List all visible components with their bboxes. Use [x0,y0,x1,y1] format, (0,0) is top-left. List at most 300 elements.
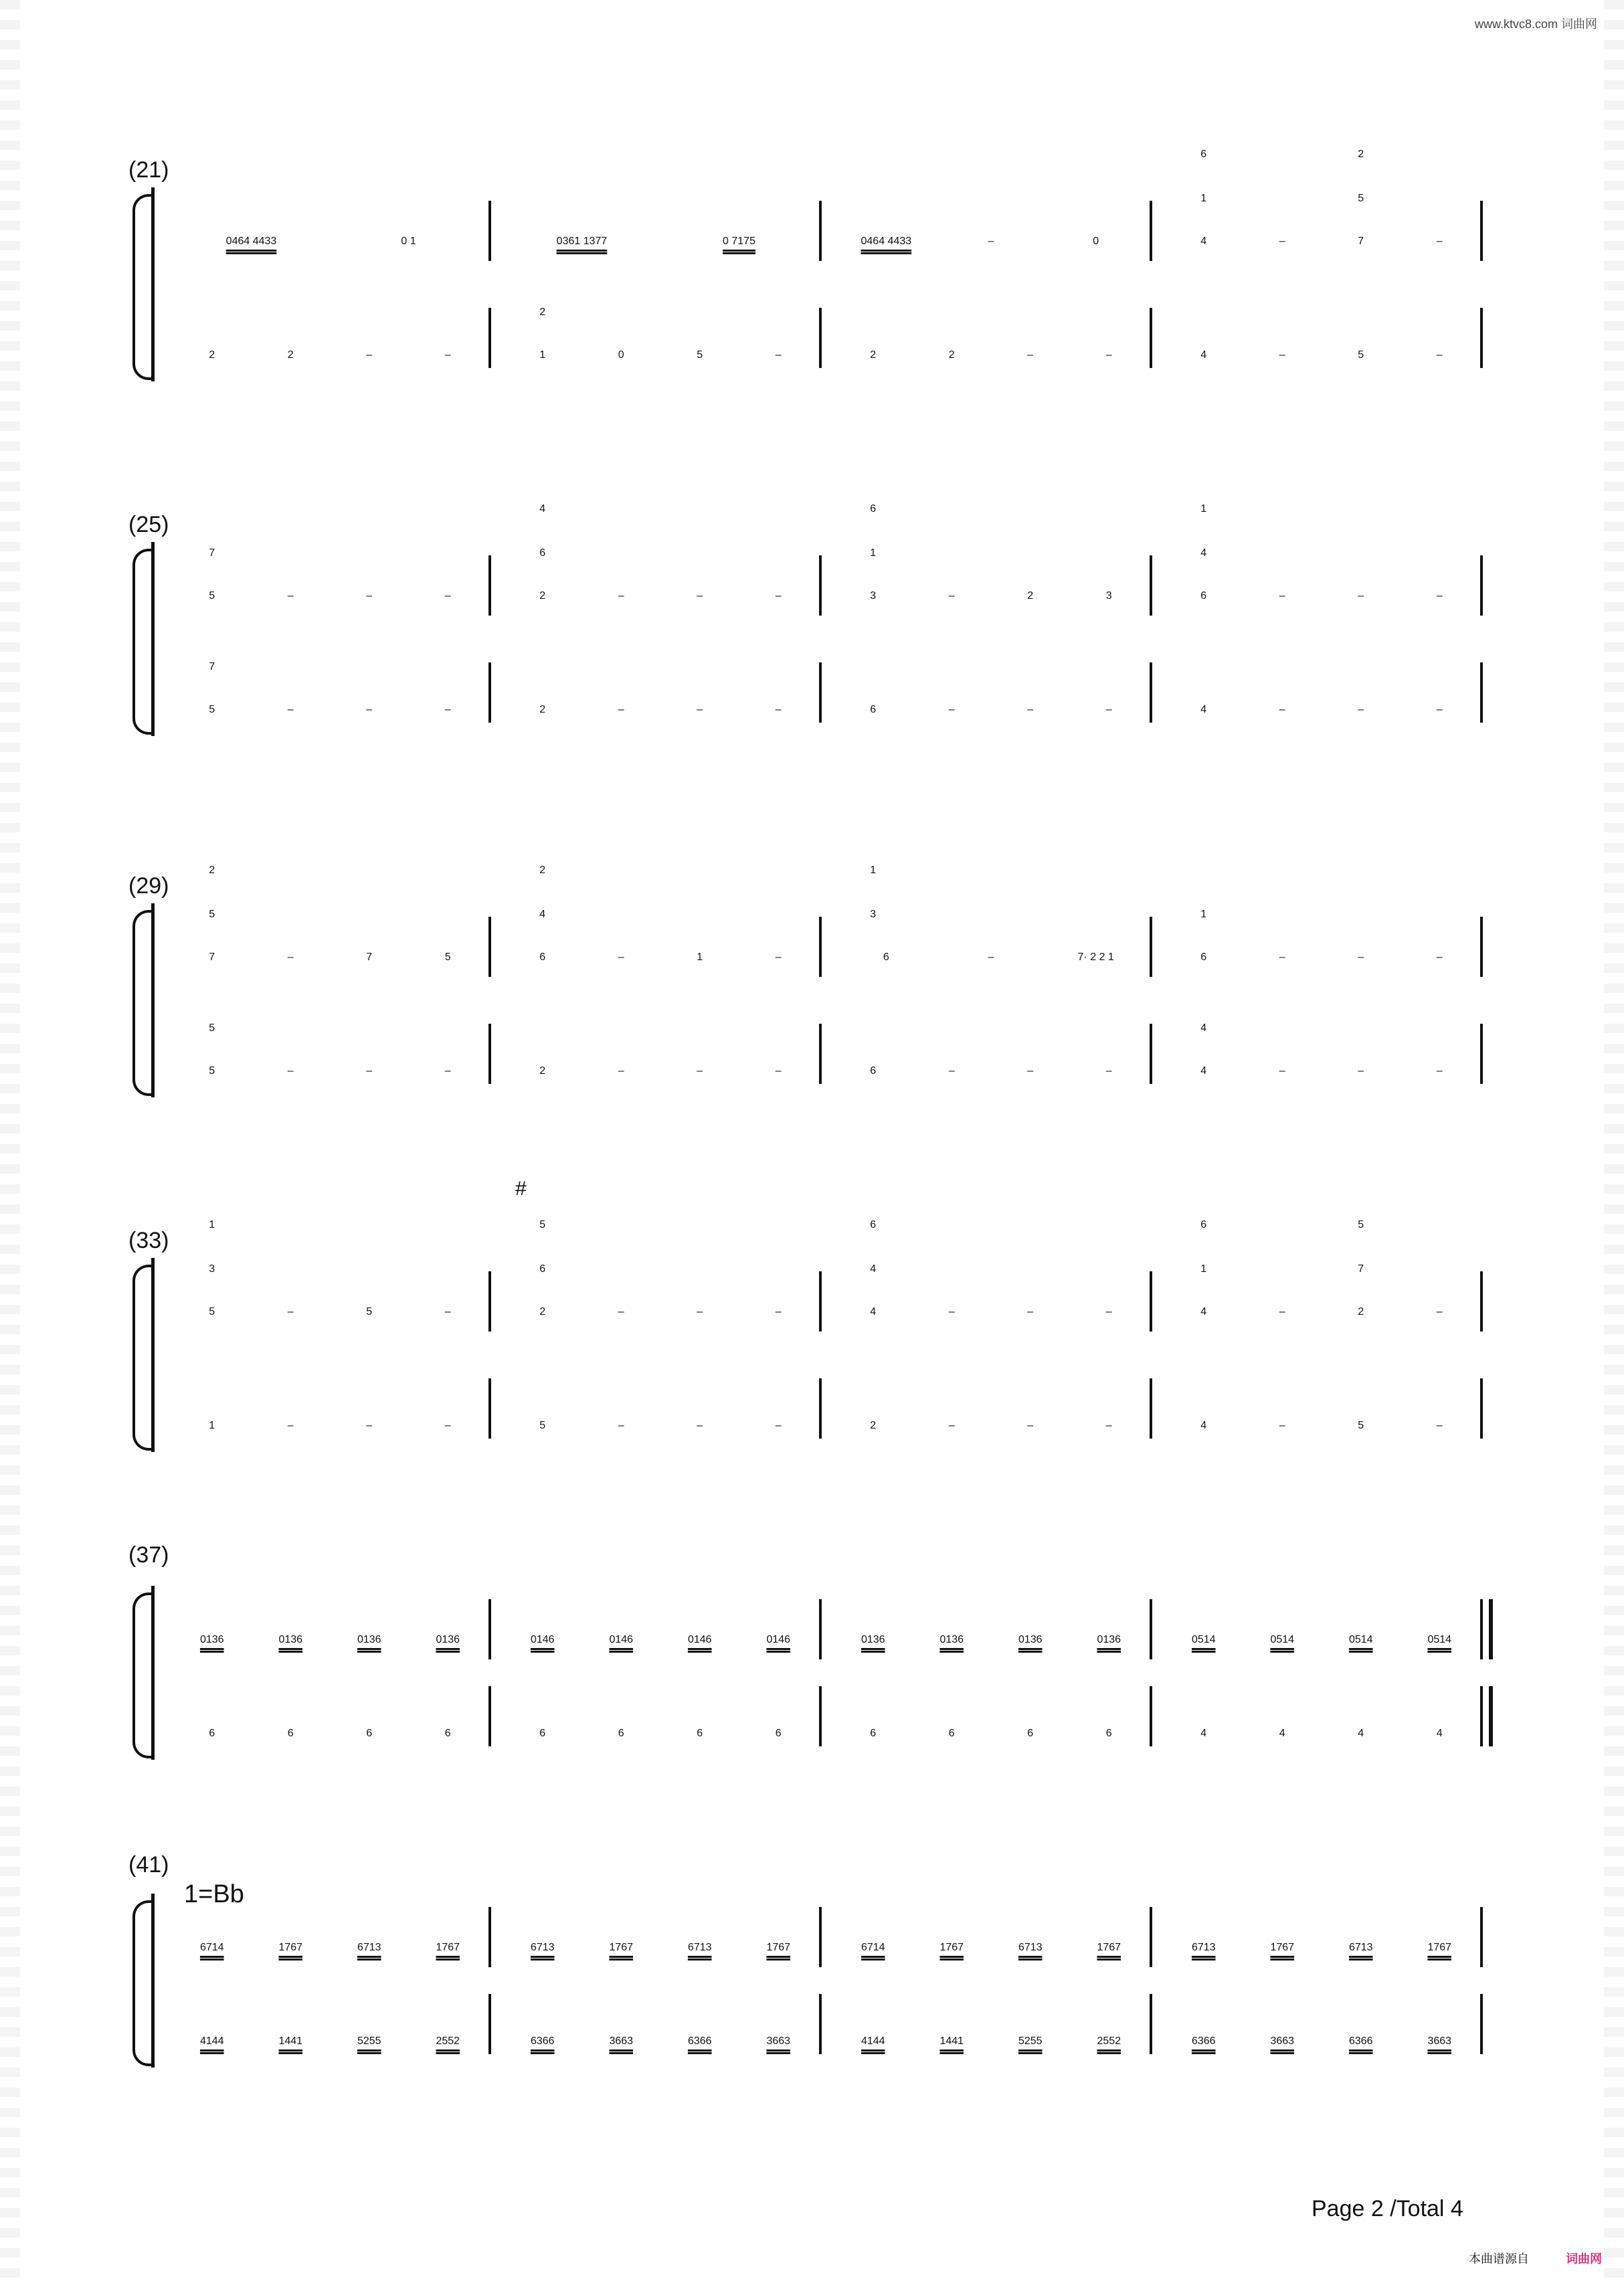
staff-system [0,1532,1624,1827]
chord-digit: 5 [1358,1219,1364,1230]
lower-note [913,274,992,381]
note-digit: 1767 [1427,1942,1452,1953]
note-digit: 0136 [436,1634,460,1645]
note-digit: – [1358,1065,1364,1077]
barline [819,1686,822,1746]
note-digit: 4 [870,1306,877,1317]
lower-note [1070,1653,1149,1760]
note-digit: 6 [539,951,546,963]
note-digit: 2 [1027,590,1034,602]
note-digit: – [1279,349,1285,361]
note-digit: 4 [1200,349,1207,361]
lower-note [1401,1345,1479,1452]
note-digit: – [287,1306,294,1317]
note-digit: – [988,951,994,963]
barline [1480,662,1483,723]
barline [1480,1271,1483,1332]
barline [819,1599,822,1659]
note-digit: 0146 [687,1634,712,1645]
lower-note [503,1345,582,1452]
upper-note [1401,1867,1479,1974]
note-digit: 7 [209,951,215,963]
note-digit: – [948,1065,955,1077]
note-digit: 2 [870,1420,877,1431]
lower-note [503,1653,582,1760]
lower-note [1401,274,1479,381]
lower-note [1070,990,1149,1097]
grand-staff-brace [132,1592,151,1758]
lower-note [1401,1960,1479,2068]
note-digit: – [1436,1065,1443,1077]
chord-note [834,836,913,877]
note-digit: – [775,349,782,361]
note-digit: 5 [209,1306,215,1317]
lower-note [834,629,913,736]
note-digit: – [775,951,782,963]
upper-note [660,515,739,622]
chord-digit: 4 [1200,1022,1207,1034]
note-digit: 2 [1358,1306,1364,1317]
note-digit: 0136 [1018,1634,1043,1645]
upper-note [252,877,331,984]
lower-note [1164,1345,1243,1452]
lower-note [660,1653,739,1760]
upper-note [173,1867,252,1974]
note-digit: – [1436,1306,1443,1317]
lower-note [1243,990,1322,1097]
chord-note [1322,165,1401,205]
note-digit: 6 [366,1728,373,1739]
note-digit: 0136 [357,1634,381,1645]
sharp-sign: # [515,1178,527,1200]
note-digit: 1767 [766,1942,791,1953]
upper-note [660,1559,739,1666]
chord-note [503,475,582,515]
note-digit: 3 [1105,590,1112,602]
lower-note [660,1960,739,2068]
note-digit: – [366,1065,373,1077]
note-digit: – [1279,1065,1285,1077]
note-digit: – [1027,349,1034,361]
upper-note [330,161,487,268]
note-digit: – [697,1420,703,1431]
chord-note [173,881,252,921]
note-digit: 2 [539,590,546,602]
note-digit: – [1027,704,1034,715]
note-digit: 0146 [530,1634,555,1645]
chord-note [1322,1191,1401,1231]
site-stamp: 词曲网 [1566,2252,1602,2266]
chord-digit: 1 [870,547,877,559]
note-digit: – [1105,1306,1112,1317]
grand-staff-brace [132,1900,151,2066]
note-digit: 6713 [357,1942,381,1953]
note-digit: 0 [1093,236,1099,247]
note-digit: 5 [697,349,703,361]
chord-note [503,1235,582,1275]
note-digit: 6 [209,1728,215,1739]
note-digit: – [1279,236,1285,247]
barline [488,1994,491,2054]
upper-note [660,877,739,984]
lower-note [582,990,661,1097]
chord-note [1164,1235,1243,1275]
note-digit: 1 [539,349,546,361]
upper-note [409,1867,488,1974]
chord-digit: 1 [1200,909,1207,920]
note-digit: – [1436,1420,1443,1431]
lower-note [1243,629,1322,736]
lower-note [913,1960,992,2068]
measure-number: (33) [128,1228,169,1253]
note-digit: 4 [1436,1728,1443,1739]
lower-note [582,274,661,381]
note-digit: 1767 [1270,1942,1295,1953]
note-digit: 0136 [199,1634,224,1645]
note-digit: 1441 [939,2035,964,2047]
barline [1480,1024,1483,1084]
note-digit: – [697,704,703,715]
grand-staff-brace [132,194,151,380]
lower-note [1070,629,1149,736]
lower-note [1243,1960,1322,2068]
lower-note [582,629,661,736]
barline [1150,1686,1152,1746]
note-digit: – [444,704,451,715]
note-digit: – [1027,1306,1034,1317]
note-digit: 1 [697,951,703,963]
note-digit: – [444,1420,451,1431]
chord-digit: 4 [1200,547,1207,559]
lower-note [330,1345,409,1452]
note-digit: 7· 2 2 1 [1077,951,1114,963]
note-digit: 6 [870,704,877,715]
note-digit: 0 1 [401,236,416,247]
note-digit: 0514 [1191,1634,1216,1645]
chord-digit: 3 [870,909,877,920]
chord-digit: 4 [539,909,546,920]
upper-note [1401,1231,1479,1338]
chord-digit: 6 [539,547,546,559]
upper-note [739,1231,818,1338]
note-digit: – [1358,951,1364,963]
lower-note [660,1345,739,1452]
barline [1480,555,1483,616]
note-digit: 6 [618,1728,624,1739]
note-digit: – [775,1065,782,1077]
note-digit: – [618,951,624,963]
lower-note [739,1960,818,2068]
system-start-barline [151,1894,155,2068]
note-digit: – [1436,704,1443,715]
lower-note [330,1960,409,2068]
upper-note [739,1559,818,1666]
note-digit: 6713 [1018,1942,1043,1953]
upper-note [739,877,818,984]
note-digit: – [366,704,373,715]
lower-note [252,990,331,1097]
barline [488,308,491,368]
note-digit: – [618,1065,624,1077]
chord-digit: 7 [1358,1263,1364,1275]
lower-note [991,629,1070,736]
note-digit: – [1105,1065,1112,1077]
upper-note [1401,1559,1479,1666]
note-digit: 6 [870,1065,877,1077]
note-digit: 6713 [1191,1942,1216,1953]
note-digit: 6 [1200,951,1207,963]
lower-note [252,1960,331,2068]
barline [488,662,491,723]
upper-note [660,161,818,268]
upper-note [1043,161,1148,268]
lower-note [173,1653,252,1760]
lower-note [834,274,913,381]
note-digit: 6713 [530,1942,555,1953]
note-digit: 1767 [1097,1942,1121,1953]
site-mark: www.ktvc8.com 词曲网 [1474,17,1597,31]
upper-note [939,161,1044,268]
upper-note [503,161,660,268]
chord-note [503,836,582,877]
note-digit: – [1105,1420,1112,1431]
barline [1150,1271,1152,1332]
chord-note [834,1191,913,1231]
note-digit: 2 [948,349,955,361]
upper-note [252,1867,331,1974]
upper-note [991,1231,1070,1338]
note-digit: – [366,349,373,361]
upper-note [330,515,409,622]
lower-note [252,1345,331,1452]
note-digit: 2 [539,1065,546,1077]
note-digit: 7 [366,951,373,963]
upper-note [1243,161,1322,268]
upper-note [1401,515,1479,622]
chord-note [834,475,913,515]
note-digit: 6 [1027,1728,1034,1739]
note-digit: 6 [775,1728,782,1739]
chord-digit: 2 [539,864,546,876]
upper-note [330,1559,409,1666]
note-digit: – [1358,590,1364,602]
note-digit: 6366 [687,2035,712,2047]
note-digit: 6713 [1348,1942,1373,1953]
note-digit: 6366 [530,2035,555,2047]
note-digit: 6714 [861,1942,885,1953]
lower-note [739,274,818,381]
chord-note [834,881,913,921]
upper-note [330,877,409,984]
note-digit: 2552 [436,2035,460,2047]
lower-note [1401,629,1479,736]
note-digit: 7 [1358,236,1364,247]
note-digit: 6713 [687,1942,712,1953]
chord-note [173,1235,252,1275]
measure-number: (21) [128,157,169,183]
note-digit: – [1105,704,1112,715]
staff-system [0,502,1624,796]
barline [819,308,822,368]
lower-note [1243,274,1322,381]
upper-note [173,1559,252,1666]
lower-note [1164,1653,1243,1760]
lower-note [330,1653,409,1760]
note-digit: 4 [1200,1420,1207,1431]
upper-note [1322,515,1401,622]
lower-note [834,1653,913,1760]
barline [488,1271,491,1332]
barline [1150,1599,1152,1659]
note-digit: – [775,704,782,715]
note-digit: 6366 [1348,2035,1373,2047]
note-digit: 0136 [1097,1634,1121,1645]
upper-note [739,515,818,622]
upper-note [1322,1559,1401,1666]
barline [1480,1378,1483,1439]
note-digit: – [366,590,373,602]
lower-note [834,1345,913,1452]
upper-note [252,1559,331,1666]
lower-note [660,274,739,381]
note-digit: 6 [444,1728,451,1739]
barline [488,555,491,616]
note-digit: – [775,1306,782,1317]
upper-note [913,1231,992,1338]
note-digit: – [366,1420,373,1431]
note-digit: 2 [539,1306,546,1317]
barline [1480,308,1483,368]
barline [488,1599,491,1659]
barline [1480,1907,1483,1967]
note-digit: – [775,590,782,602]
note-digit: – [697,1306,703,1317]
note-digit: 3663 [766,2035,791,2047]
staff-system [0,1178,1624,1512]
lower-note [1322,990,1401,1097]
lower-note [739,990,818,1097]
upper-note [409,1559,488,1666]
chord-note [503,278,582,318]
staff-system [0,147,1624,442]
upper-note [503,1559,582,1666]
note-digit: – [1279,951,1285,963]
note-digit: 2 [209,349,215,361]
system-start-barline [151,1586,155,1760]
note-digit: 0146 [766,1634,791,1645]
upper-note [939,877,1044,984]
barline [1480,201,1483,261]
note-digit: – [287,590,294,602]
note-digit: 1767 [278,1942,303,1953]
note-digit: 6 [870,1728,877,1739]
lower-note [409,990,488,1097]
lower-note [913,990,992,1097]
note-digit: – [1436,951,1443,963]
lower-note [582,1653,661,1760]
chord-note [1164,519,1243,559]
note-digit: – [618,590,624,602]
note-digit: – [697,590,703,602]
upper-note [330,1867,409,1974]
note-digit: 5255 [357,2035,381,2047]
lower-note [991,1960,1070,2068]
upper-note [582,1559,661,1666]
barline [1480,917,1483,977]
barline [1480,1599,1493,1659]
barline [1150,201,1152,261]
barline [1150,1907,1152,1967]
upper-note [409,877,488,984]
chord-note [834,519,913,559]
key-signature: 1=Bb [184,1880,244,1908]
upper-note [1401,877,1479,984]
lower-note [252,629,331,736]
note-digit: 2 [539,704,546,715]
measure-number: (29) [128,873,169,899]
chord-note [173,836,252,877]
note-digit: – [444,349,451,361]
chord-note [173,633,252,673]
chord-digit: 6 [870,1219,877,1230]
upper-note [991,1559,1070,1666]
lower-note [1401,990,1479,1097]
barline [819,201,822,261]
chord-note [1164,475,1243,515]
chord-digit: 1 [209,1219,215,1230]
measure-number: (37) [128,1542,169,1568]
system-start-barline [151,187,155,381]
chord-note [503,881,582,921]
note-digit: – [618,1420,624,1431]
note-digit: 0361 1377 [556,236,608,247]
note-digit: – [1027,1065,1034,1077]
chord-digit: 2 [209,864,215,876]
lower-note [409,629,488,736]
grand-staff-brace [132,910,151,1096]
upper-note [834,161,939,268]
upper-note [409,515,488,622]
barline [488,1378,491,1439]
chord-note [1164,120,1243,161]
source-stamp: 本曲谱源自 [1469,2252,1529,2266]
note-digit: 0514 [1270,1634,1295,1645]
lower-note [252,274,331,381]
lower-note [1322,1960,1401,2068]
upper-note [582,515,661,622]
system-start-barline [151,1258,155,1452]
note-digit: – [1279,1306,1285,1317]
note-digit: 4144 [199,2035,224,2047]
note-digit: – [1436,590,1443,602]
note-digit: 6 [539,1728,546,1739]
upper-note [1401,161,1479,268]
lower-note [991,1345,1070,1452]
lower-note [1164,629,1243,736]
barline [1150,1024,1152,1084]
upper-note [834,1867,913,1974]
note-digit: – [618,1306,624,1317]
lower-note [739,1345,818,1452]
chord-note [834,1235,913,1275]
note-digit: 5 [1358,349,1364,361]
note-digit: 4 [1200,1728,1207,1739]
note-digit: 1 [209,1420,215,1431]
chord-note [173,1191,252,1231]
upper-note [1243,1867,1322,1974]
system-start-barline [151,903,155,1097]
chord-digit: 2 [539,306,546,318]
